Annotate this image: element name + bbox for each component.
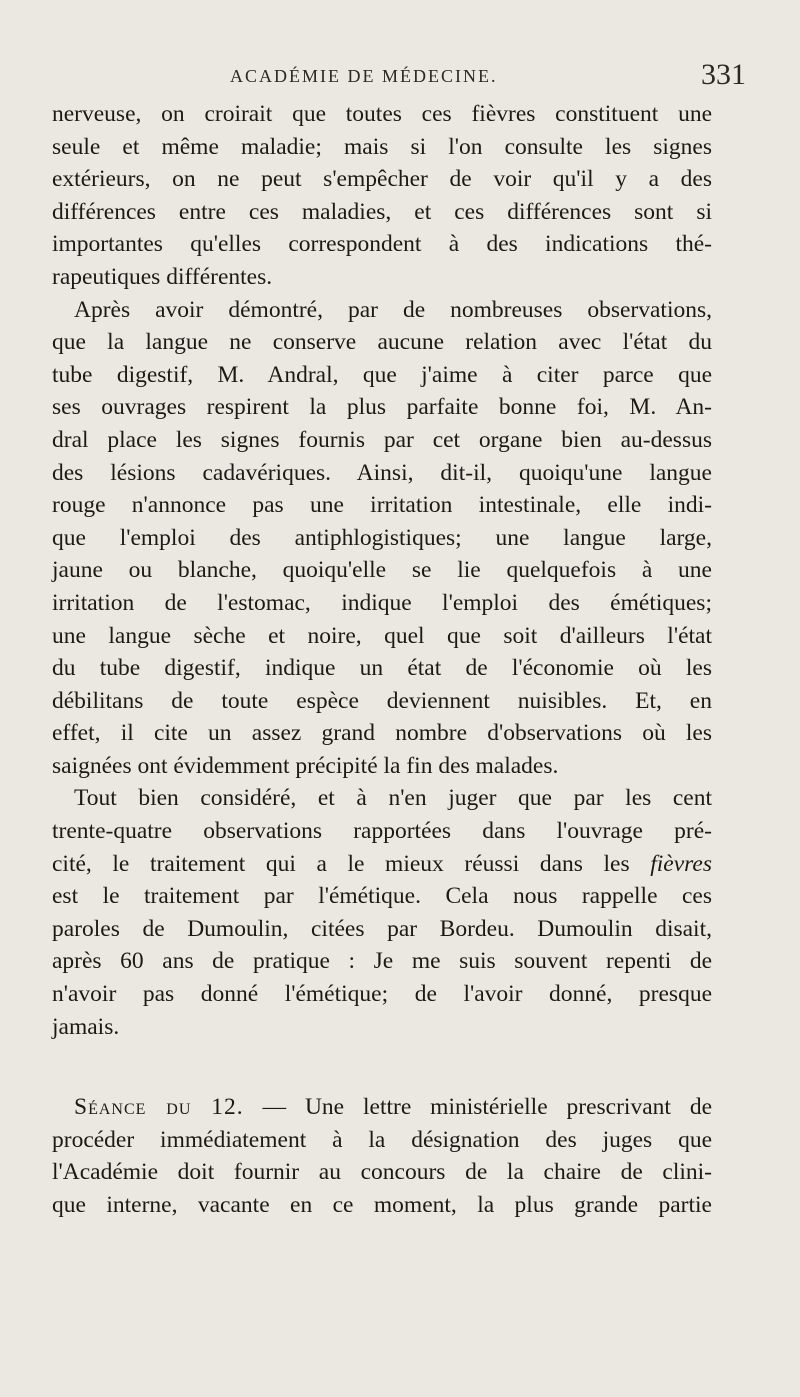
- text-line: seule et même maladie; mais si l'on consulte les signes: [52, 133, 712, 160]
- text-line: tube digestif, M. Andral, que j'aime à citer parce que: [52, 361, 712, 388]
- text-line: saignées ont évidemment précipité la fin des malades.: [52, 752, 559, 779]
- italic-word: fièvres: [650, 850, 712, 877]
- text-line: n'avoir pas donné l'émétique; de l'avoir donné, presque: [52, 981, 712, 1008]
- text-line: une langue sèche et noire, quel que soit d'ailleurs l'état: [52, 622, 712, 649]
- text-line: des lésions cadavériques. Ainsi, dit-il, quoiqu'une langue: [52, 459, 712, 486]
- page-header: [50, 58, 746, 98]
- text-segment: cité, le traitement qui a le mieux réussi dans les: [52, 850, 630, 877]
- text-line: que interne, vacante en ce moment, la plus grande partie: [52, 1192, 712, 1218]
- body-text: [52, 98, 712, 1222]
- text-line: l'Académie doit fournir au concours de la chaire de clini-: [52, 1159, 712, 1186]
- text-line: trente-quatre observations rapportées dans l'ouvrage pré-: [52, 818, 712, 845]
- text-line: après 60 ans de pratique : Je me suis souvent repenti de: [52, 948, 712, 975]
- text-line: rouge n'annonce pas une irritation intestinale, elle indi-: [52, 492, 712, 519]
- text-line: paroles de Dumoulin, citées par Bordeu. Dumoulin disait,: [52, 915, 712, 942]
- text-line: Après avoir démontré, par de nombreuses observations,: [74, 296, 712, 323]
- text-line: nerveuse, on croirait que toutes ces fièvres constituent une: [52, 101, 712, 127]
- text-line: importantes qu'elles correspondent à des indications thé-: [52, 231, 712, 258]
- running-title: ACADÉMIE DE MÉDECINE.: [230, 66, 498, 86]
- text-line: différences entre ces maladies, et ces différences sont si: [52, 198, 712, 225]
- text-line: jamais.: [52, 1013, 120, 1040]
- text-line: dral place les signes fournis par cet organe bien au-dessus: [52, 426, 712, 453]
- section-gap: [52, 1043, 712, 1091]
- text-line: procéder immédiatement à la désignation des juges que: [52, 1126, 712, 1153]
- text-line: est le traitement par l'émétique. Cela nous rappelle ces: [52, 883, 712, 910]
- text-line: irritation de l'estomac, indique l'emploi des émétiques;: [52, 589, 712, 616]
- text-line: ses ouvrages respirent la plus parfaite bonne foi, M. An-: [52, 394, 712, 421]
- text-line: que l'emploi des antiphlogistiques; une langue large,: [52, 524, 712, 551]
- text-line: jaune ou blanche, quoiqu'elle se lie quelquefois à une: [52, 557, 712, 584]
- text-line: du tube digestif, indique un état de l'économie où les: [52, 655, 712, 682]
- text-line: [52, 848, 712, 881]
- text-line: effet, il cite un assez grand nombre d'observations où les: [52, 720, 712, 747]
- text-segment: — Une lettre ministérielle prescrivant de: [243, 1094, 712, 1121]
- text-line: extérieurs, on ne peut s'empêcher de voir qu'il y a des: [52, 166, 712, 193]
- text-line: Tout bien considéré, et à n'en juger que par les cent: [74, 785, 712, 812]
- page-number: 331: [701, 58, 746, 91]
- text-line: rapeutiques différentes.: [52, 263, 273, 290]
- text-line: débilitans de toute espèce deviennent nuisibles. Et, en: [52, 687, 712, 714]
- text-line: que la langue ne conserve aucune relation avec l'état du: [52, 329, 712, 356]
- session-heading: Séance du 12.: [74, 1094, 244, 1121]
- text-line: [52, 1091, 712, 1124]
